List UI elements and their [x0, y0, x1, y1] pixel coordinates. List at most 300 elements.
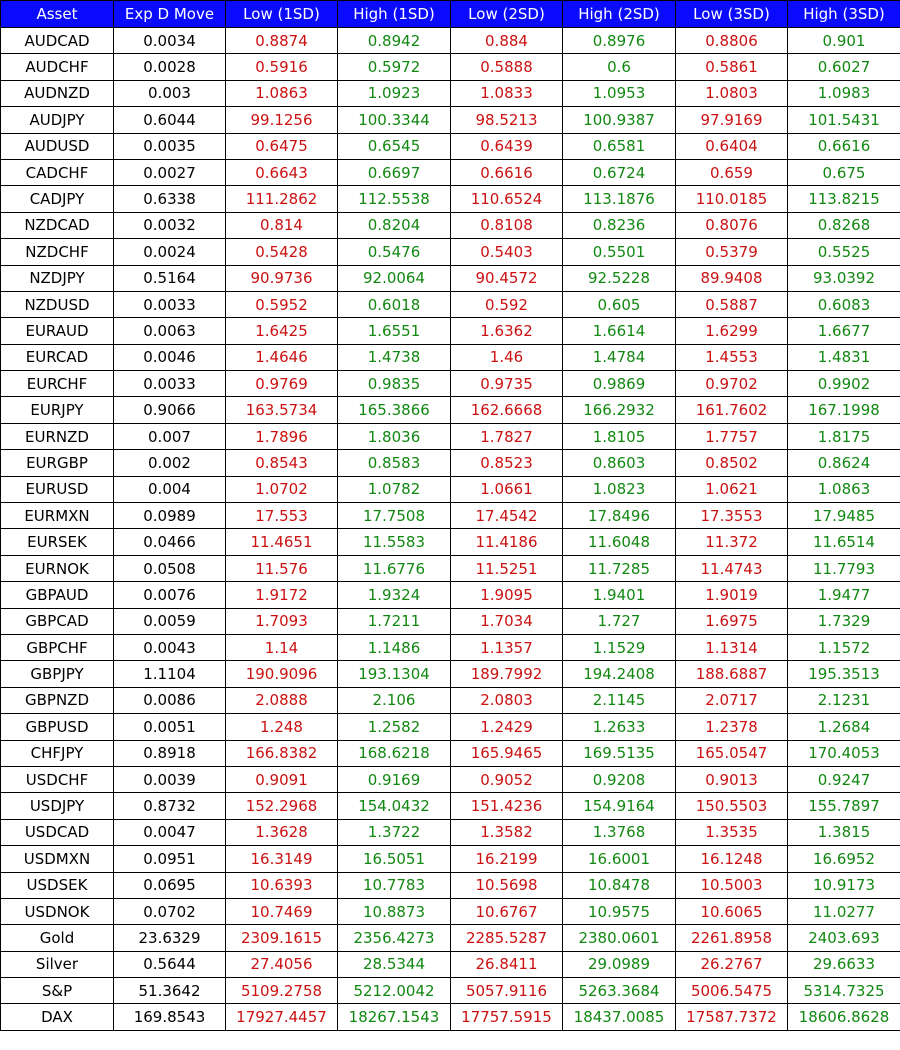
- cell-low-1sd: 0.8543: [226, 450, 338, 476]
- column-header-low-1sd: Low (1SD): [226, 1, 338, 28]
- asset-cell: EURSEK: [1, 529, 114, 555]
- cell-high-1sd: 17.7508: [338, 503, 451, 529]
- cell-high-3sd: 11.6514: [788, 529, 900, 555]
- asset-cell: S&P: [1, 978, 114, 1004]
- cell-high-1sd: 0.9835: [338, 371, 451, 397]
- cell-high-2sd: 100.9387: [563, 107, 676, 133]
- cell-high-2sd: 0.605: [563, 291, 676, 317]
- table-row: [1, 423, 900, 449]
- cell-high-2sd: 1.727: [563, 608, 676, 634]
- cell-low-3sd: 10.5003: [676, 872, 788, 898]
- table-row: [1, 740, 900, 766]
- column-header-low-3sd: Low (3SD): [676, 1, 788, 28]
- cell-high-2sd: 169.5135: [563, 740, 676, 766]
- cell-high-1sd: 11.5583: [338, 529, 451, 555]
- table-row: [1, 291, 900, 317]
- cell-high-1sd: 168.6218: [338, 740, 451, 766]
- table-row: [1, 476, 900, 502]
- table-row: [1, 898, 900, 924]
- cell-exp-d-move: 0.0695: [114, 872, 226, 898]
- cell-low-1sd: 166.8382: [226, 740, 338, 766]
- cell-exp-d-move: 0.8918: [114, 740, 226, 766]
- cell-low-3sd: 17587.7372: [676, 1004, 788, 1030]
- table-row: [1, 634, 900, 660]
- asset-cell: Gold: [1, 925, 114, 951]
- asset-cell: DAX: [1, 1004, 114, 1030]
- cell-exp-d-move: 23.6329: [114, 925, 226, 951]
- cell-high-3sd: 155.7897: [788, 793, 900, 819]
- cell-high-1sd: 1.6551: [338, 318, 451, 344]
- cell-low-3sd: 150.5503: [676, 793, 788, 819]
- cell-high-2sd: 1.4784: [563, 344, 676, 370]
- cell-high-3sd: 167.1998: [788, 397, 900, 423]
- cell-low-1sd: 17.553: [226, 503, 338, 529]
- cell-high-3sd: 0.675: [788, 159, 900, 185]
- cell-low-1sd: 17927.4457: [226, 1004, 338, 1030]
- cell-low-1sd: 0.814: [226, 212, 338, 238]
- asset-cell: NZDUSD: [1, 291, 114, 317]
- table-row: [1, 661, 900, 687]
- cell-high-1sd: 1.7211: [338, 608, 451, 634]
- cell-high-1sd: 0.8204: [338, 212, 451, 238]
- cell-low-3sd: 161.7602: [676, 397, 788, 423]
- table-row: [1, 28, 900, 54]
- cell-exp-d-move: 0.6044: [114, 107, 226, 133]
- cell-high-2sd: 0.9869: [563, 371, 676, 397]
- cell-low-3sd: 1.1314: [676, 634, 788, 660]
- cell-low-3sd: 1.4553: [676, 344, 788, 370]
- cell-high-3sd: 195.3513: [788, 661, 900, 687]
- cell-low-1sd: 1.7093: [226, 608, 338, 634]
- cell-high-1sd: 165.3866: [338, 397, 451, 423]
- cell-low-3sd: 17.3553: [676, 503, 788, 529]
- cell-low-1sd: 152.2968: [226, 793, 338, 819]
- cell-high-3sd: 1.0983: [788, 80, 900, 106]
- cell-low-3sd: 0.8502: [676, 450, 788, 476]
- cell-low-1sd: 2.0888: [226, 687, 338, 713]
- cell-exp-d-move: 0.0086: [114, 687, 226, 713]
- cell-high-3sd: 113.8215: [788, 186, 900, 212]
- cell-high-1sd: 18267.1543: [338, 1004, 451, 1030]
- cell-low-1sd: 16.3149: [226, 846, 338, 872]
- cell-low-1sd: 1.7896: [226, 423, 338, 449]
- cell-low-1sd: 11.4651: [226, 529, 338, 555]
- cell-exp-d-move: 0.0076: [114, 582, 226, 608]
- asset-cell: GBPNZD: [1, 687, 114, 713]
- asset-cell: AUDCAD: [1, 28, 114, 54]
- cell-high-3sd: 2.1231: [788, 687, 900, 713]
- cell-high-3sd: 1.9477: [788, 582, 900, 608]
- cell-high-2sd: 5263.3684: [563, 978, 676, 1004]
- cell-low-2sd: 1.7827: [451, 423, 563, 449]
- cell-high-2sd: 17.8496: [563, 503, 676, 529]
- table-row: [1, 766, 900, 792]
- cell-high-2sd: 2.1145: [563, 687, 676, 713]
- cell-exp-d-move: 0.002: [114, 450, 226, 476]
- cell-high-2sd: 0.6724: [563, 159, 676, 185]
- cell-low-1sd: 0.6475: [226, 133, 338, 159]
- cell-high-1sd: 193.1304: [338, 661, 451, 687]
- table-row: [1, 186, 900, 212]
- cell-low-3sd: 26.2767: [676, 951, 788, 977]
- table-row: [1, 318, 900, 344]
- cell-low-3sd: 0.5861: [676, 54, 788, 80]
- asset-cell: EURJPY: [1, 397, 114, 423]
- cell-exp-d-move: 0.004: [114, 476, 226, 502]
- cell-low-2sd: 1.6362: [451, 318, 563, 344]
- table-row: [1, 344, 900, 370]
- cell-high-1sd: 0.8942: [338, 28, 451, 54]
- cell-high-2sd: 0.8236: [563, 212, 676, 238]
- cell-low-2sd: 1.0833: [451, 80, 563, 106]
- cell-low-3sd: 1.9019: [676, 582, 788, 608]
- cell-high-3sd: 0.5525: [788, 239, 900, 265]
- cell-high-1sd: 0.9169: [338, 766, 451, 792]
- cell-high-2sd: 0.6581: [563, 133, 676, 159]
- cell-high-3sd: 5314.7325: [788, 978, 900, 1004]
- cell-low-3sd: 11.372: [676, 529, 788, 555]
- cell-high-3sd: 16.6952: [788, 846, 900, 872]
- cell-low-1sd: 0.6643: [226, 159, 338, 185]
- cell-low-2sd: 2285.5287: [451, 925, 563, 951]
- cell-high-2sd: 0.9208: [563, 766, 676, 792]
- cell-high-1sd: 1.3722: [338, 819, 451, 845]
- cell-low-1sd: 190.9096: [226, 661, 338, 687]
- cell-low-1sd: 0.5428: [226, 239, 338, 265]
- cell-low-2sd: 1.1357: [451, 634, 563, 660]
- cell-low-2sd: 1.2429: [451, 714, 563, 740]
- cell-low-2sd: 10.5698: [451, 872, 563, 898]
- cell-exp-d-move: 0.0032: [114, 212, 226, 238]
- cell-high-3sd: 10.9173: [788, 872, 900, 898]
- cell-low-2sd: 1.0661: [451, 476, 563, 502]
- cell-high-2sd: 10.8478: [563, 872, 676, 898]
- cell-high-1sd: 0.5476: [338, 239, 451, 265]
- cell-high-2sd: 0.8603: [563, 450, 676, 476]
- asset-cell: EURNOK: [1, 555, 114, 581]
- asset-cell: EURAUD: [1, 318, 114, 344]
- table-row: [1, 608, 900, 634]
- asset-cell: GBPCHF: [1, 634, 114, 660]
- cell-high-2sd: 92.5228: [563, 265, 676, 291]
- table-row: [1, 529, 900, 555]
- cell-exp-d-move: 0.0508: [114, 555, 226, 581]
- cell-high-3sd: 29.6633: [788, 951, 900, 977]
- cell-low-2sd: 0.5403: [451, 239, 563, 265]
- cell-high-3sd: 0.8624: [788, 450, 900, 476]
- cell-low-1sd: 111.2862: [226, 186, 338, 212]
- cell-low-1sd: 0.5952: [226, 291, 338, 317]
- cell-low-3sd: 2.0717: [676, 687, 788, 713]
- asset-cell: EURUSD: [1, 476, 114, 502]
- cell-high-1sd: 1.8036: [338, 423, 451, 449]
- cell-exp-d-move: 0.003: [114, 80, 226, 106]
- cell-low-2sd: 90.4572: [451, 265, 563, 291]
- cell-low-3sd: 11.4743: [676, 555, 788, 581]
- cell-high-2sd: 0.5501: [563, 239, 676, 265]
- cell-low-2sd: 0.8108: [451, 212, 563, 238]
- cell-high-2sd: 113.1876: [563, 186, 676, 212]
- asset-cell: GBPJPY: [1, 661, 114, 687]
- cell-high-3sd: 0.6616: [788, 133, 900, 159]
- table-row: [1, 555, 900, 581]
- cell-low-2sd: 98.5213: [451, 107, 563, 133]
- table-row: [1, 819, 900, 845]
- table-row: [1, 159, 900, 185]
- cell-low-2sd: 0.6439: [451, 133, 563, 159]
- table-header: [1, 1, 900, 28]
- asset-cell: USDMXN: [1, 846, 114, 872]
- cell-high-1sd: 2356.4273: [338, 925, 451, 951]
- cell-high-3sd: 0.9247: [788, 766, 900, 792]
- asset-cell: NZDCHF: [1, 239, 114, 265]
- cell-high-1sd: 2.106: [338, 687, 451, 713]
- cell-low-2sd: 11.4186: [451, 529, 563, 555]
- column-header-high-2sd: High (2SD): [563, 1, 676, 28]
- cell-high-1sd: 1.9324: [338, 582, 451, 608]
- cell-high-3sd: 0.9902: [788, 371, 900, 397]
- asset-cell: GBPAUD: [1, 582, 114, 608]
- cell-exp-d-move: 0.0024: [114, 239, 226, 265]
- cell-low-3sd: 1.0621: [676, 476, 788, 502]
- cell-high-3sd: 0.901: [788, 28, 900, 54]
- cell-low-2sd: 0.5888: [451, 54, 563, 80]
- cell-exp-d-move: 0.0951: [114, 846, 226, 872]
- cell-high-3sd: 1.6677: [788, 318, 900, 344]
- cell-high-2sd: 0.8976: [563, 28, 676, 54]
- cell-high-1sd: 154.0432: [338, 793, 451, 819]
- cell-high-2sd: 1.1529: [563, 634, 676, 660]
- cell-high-2sd: 16.6001: [563, 846, 676, 872]
- cell-high-3sd: 1.0863: [788, 476, 900, 502]
- cell-high-1sd: 5212.0042: [338, 978, 451, 1004]
- cell-low-3sd: 1.0803: [676, 80, 788, 106]
- cell-low-3sd: 16.1248: [676, 846, 788, 872]
- table-row: [1, 450, 900, 476]
- cell-high-2sd: 166.2932: [563, 397, 676, 423]
- cell-high-3sd: 11.0277: [788, 898, 900, 924]
- cell-low-2sd: 11.5251: [451, 555, 563, 581]
- cell-high-1sd: 10.7783: [338, 872, 451, 898]
- cell-exp-d-move: 0.0035: [114, 133, 226, 159]
- cell-low-3sd: 10.6065: [676, 898, 788, 924]
- cell-exp-d-move: 0.0046: [114, 344, 226, 370]
- asset-cell: AUDJPY: [1, 107, 114, 133]
- cell-high-1sd: 100.3344: [338, 107, 451, 133]
- asset-cell: EURCHF: [1, 371, 114, 397]
- cell-low-3sd: 0.9013: [676, 766, 788, 792]
- table-row: [1, 54, 900, 80]
- cell-exp-d-move: 0.0043: [114, 634, 226, 660]
- cell-exp-d-move: 0.5164: [114, 265, 226, 291]
- cell-low-3sd: 1.6299: [676, 318, 788, 344]
- table-row: [1, 265, 900, 291]
- cell-high-1sd: 11.6776: [338, 555, 451, 581]
- cell-exp-d-move: 0.0702: [114, 898, 226, 924]
- cell-low-2sd: 162.6668: [451, 397, 563, 423]
- table-row: [1, 1004, 900, 1030]
- column-header-high-1sd: High (1SD): [338, 1, 451, 28]
- cell-low-2sd: 17757.5915: [451, 1004, 563, 1030]
- cell-low-3sd: 2261.8958: [676, 925, 788, 951]
- cell-exp-d-move: 0.0033: [114, 371, 226, 397]
- cell-high-1sd: 0.6018: [338, 291, 451, 317]
- cell-low-2sd: 10.6767: [451, 898, 563, 924]
- cell-high-2sd: 29.0989: [563, 951, 676, 977]
- asset-cell: NZDCAD: [1, 212, 114, 238]
- column-header-low-2sd: Low (2SD): [451, 1, 563, 28]
- cell-high-1sd: 1.4738: [338, 344, 451, 370]
- cell-low-3sd: 110.0185: [676, 186, 788, 212]
- cell-low-2sd: 151.4236: [451, 793, 563, 819]
- asset-cell: CADCHF: [1, 159, 114, 185]
- cell-high-3sd: 2403.693: [788, 925, 900, 951]
- asset-cell: USDCHF: [1, 766, 114, 792]
- cell-high-2sd: 11.6048: [563, 529, 676, 555]
- asset-cell: USDNOK: [1, 898, 114, 924]
- cell-high-1sd: 0.5972: [338, 54, 451, 80]
- cell-high-2sd: 1.9401: [563, 582, 676, 608]
- asset-cell: AUDCHF: [1, 54, 114, 80]
- table-row: [1, 846, 900, 872]
- cell-high-2sd: 18437.0085: [563, 1004, 676, 1030]
- cell-low-2sd: 1.7034: [451, 608, 563, 634]
- table-row: [1, 687, 900, 713]
- cell-high-3sd: 1.8175: [788, 423, 900, 449]
- cell-high-3sd: 0.6083: [788, 291, 900, 317]
- cell-low-3sd: 1.3535: [676, 819, 788, 845]
- cell-low-1sd: 11.576: [226, 555, 338, 581]
- asset-cell: USDSEK: [1, 872, 114, 898]
- table-row: [1, 503, 900, 529]
- cell-low-2sd: 0.9735: [451, 371, 563, 397]
- table-row: [1, 133, 900, 159]
- cell-low-2sd: 189.7992: [451, 661, 563, 687]
- cell-high-3sd: 18606.8628: [788, 1004, 900, 1030]
- cell-high-3sd: 1.3815: [788, 819, 900, 845]
- cell-low-2sd: 1.3582: [451, 819, 563, 845]
- cell-high-1sd: 1.1486: [338, 634, 451, 660]
- table-row: [1, 951, 900, 977]
- table-row: [1, 397, 900, 423]
- cell-low-2sd: 16.2199: [451, 846, 563, 872]
- cell-exp-d-move: 0.0033: [114, 291, 226, 317]
- table-row: [1, 371, 900, 397]
- asset-cell: NZDJPY: [1, 265, 114, 291]
- cell-high-2sd: 154.9164: [563, 793, 676, 819]
- cell-low-3sd: 0.5887: [676, 291, 788, 317]
- cell-low-2sd: 1.46: [451, 344, 563, 370]
- cell-high-2sd: 0.6: [563, 54, 676, 80]
- cell-high-3sd: 0.8268: [788, 212, 900, 238]
- table-row: [1, 793, 900, 819]
- cell-low-3sd: 5006.5475: [676, 978, 788, 1004]
- cell-exp-d-move: 0.0063: [114, 318, 226, 344]
- cell-exp-d-move: 51.3642: [114, 978, 226, 1004]
- cell-low-3sd: 188.6887: [676, 661, 788, 687]
- cell-exp-d-move: 0.8732: [114, 793, 226, 819]
- asset-cell: Silver: [1, 951, 114, 977]
- cell-low-1sd: 10.7469: [226, 898, 338, 924]
- cell-high-3sd: 11.7793: [788, 555, 900, 581]
- cell-high-3sd: 93.0392: [788, 265, 900, 291]
- cell-high-2sd: 194.2408: [563, 661, 676, 687]
- asset-cell: CADJPY: [1, 186, 114, 212]
- cell-low-2sd: 17.4542: [451, 503, 563, 529]
- cell-low-3sd: 0.8076: [676, 212, 788, 238]
- asset-cell: AUDNZD: [1, 80, 114, 106]
- cell-low-3sd: 0.659: [676, 159, 788, 185]
- cell-low-1sd: 2309.1615: [226, 925, 338, 951]
- cell-low-1sd: 1.6425: [226, 318, 338, 344]
- asset-cell: EURGBP: [1, 450, 114, 476]
- table-row: [1, 80, 900, 106]
- cell-high-1sd: 0.6545: [338, 133, 451, 159]
- cell-low-3sd: 0.9702: [676, 371, 788, 397]
- cell-low-3sd: 0.8806: [676, 28, 788, 54]
- cell-high-1sd: 112.5538: [338, 186, 451, 212]
- cell-low-1sd: 0.9769: [226, 371, 338, 397]
- cell-high-1sd: 0.8583: [338, 450, 451, 476]
- cell-low-1sd: 1.14: [226, 634, 338, 660]
- asset-cell: EURCAD: [1, 344, 114, 370]
- cell-low-2sd: 0.9052: [451, 766, 563, 792]
- cell-high-1sd: 1.2582: [338, 714, 451, 740]
- cell-exp-d-move: 0.9066: [114, 397, 226, 423]
- cell-low-1sd: 1.0702: [226, 476, 338, 502]
- cell-high-3sd: 1.4831: [788, 344, 900, 370]
- cell-high-2sd: 11.7285: [563, 555, 676, 581]
- cell-exp-d-move: 0.6338: [114, 186, 226, 212]
- cell-low-2sd: 0.8523: [451, 450, 563, 476]
- cell-exp-d-move: 0.5644: [114, 951, 226, 977]
- cell-low-2sd: 0.592: [451, 291, 563, 317]
- asset-cell: GBPCAD: [1, 608, 114, 634]
- cell-low-3sd: 0.6404: [676, 133, 788, 159]
- asset-cell: EURNZD: [1, 423, 114, 449]
- cell-low-1sd: 1.9172: [226, 582, 338, 608]
- cell-low-1sd: 163.5734: [226, 397, 338, 423]
- header-row: [1, 1, 900, 28]
- cell-high-1sd: 10.8873: [338, 898, 451, 924]
- table-row: [1, 582, 900, 608]
- column-header-high-3sd: High (3SD): [788, 1, 900, 28]
- cell-low-1sd: 0.9091: [226, 766, 338, 792]
- cell-high-1sd: 1.0923: [338, 80, 451, 106]
- table-row: [1, 212, 900, 238]
- cell-exp-d-move: 169.8543: [114, 1004, 226, 1030]
- cell-high-3sd: 170.4053: [788, 740, 900, 766]
- cell-exp-d-move: 0.007: [114, 423, 226, 449]
- cell-exp-d-move: 0.0027: [114, 159, 226, 185]
- cell-exp-d-move: 0.0028: [114, 54, 226, 80]
- cell-exp-d-move: 0.0051: [114, 714, 226, 740]
- cell-low-1sd: 5109.2758: [226, 978, 338, 1004]
- cell-low-2sd: 1.9095: [451, 582, 563, 608]
- asset-cell: CHFJPY: [1, 740, 114, 766]
- table-row: [1, 925, 900, 951]
- cell-low-1sd: 1.0863: [226, 80, 338, 106]
- cell-exp-d-move: 0.0039: [114, 766, 226, 792]
- cell-low-3sd: 1.2378: [676, 714, 788, 740]
- cell-exp-d-move: 0.0047: [114, 819, 226, 845]
- cell-high-2sd: 2380.0601: [563, 925, 676, 951]
- asset-cell: GBPUSD: [1, 714, 114, 740]
- cell-high-2sd: 10.9575: [563, 898, 676, 924]
- cell-low-2sd: 2.0803: [451, 687, 563, 713]
- table-row: [1, 239, 900, 265]
- cell-high-1sd: 28.5344: [338, 951, 451, 977]
